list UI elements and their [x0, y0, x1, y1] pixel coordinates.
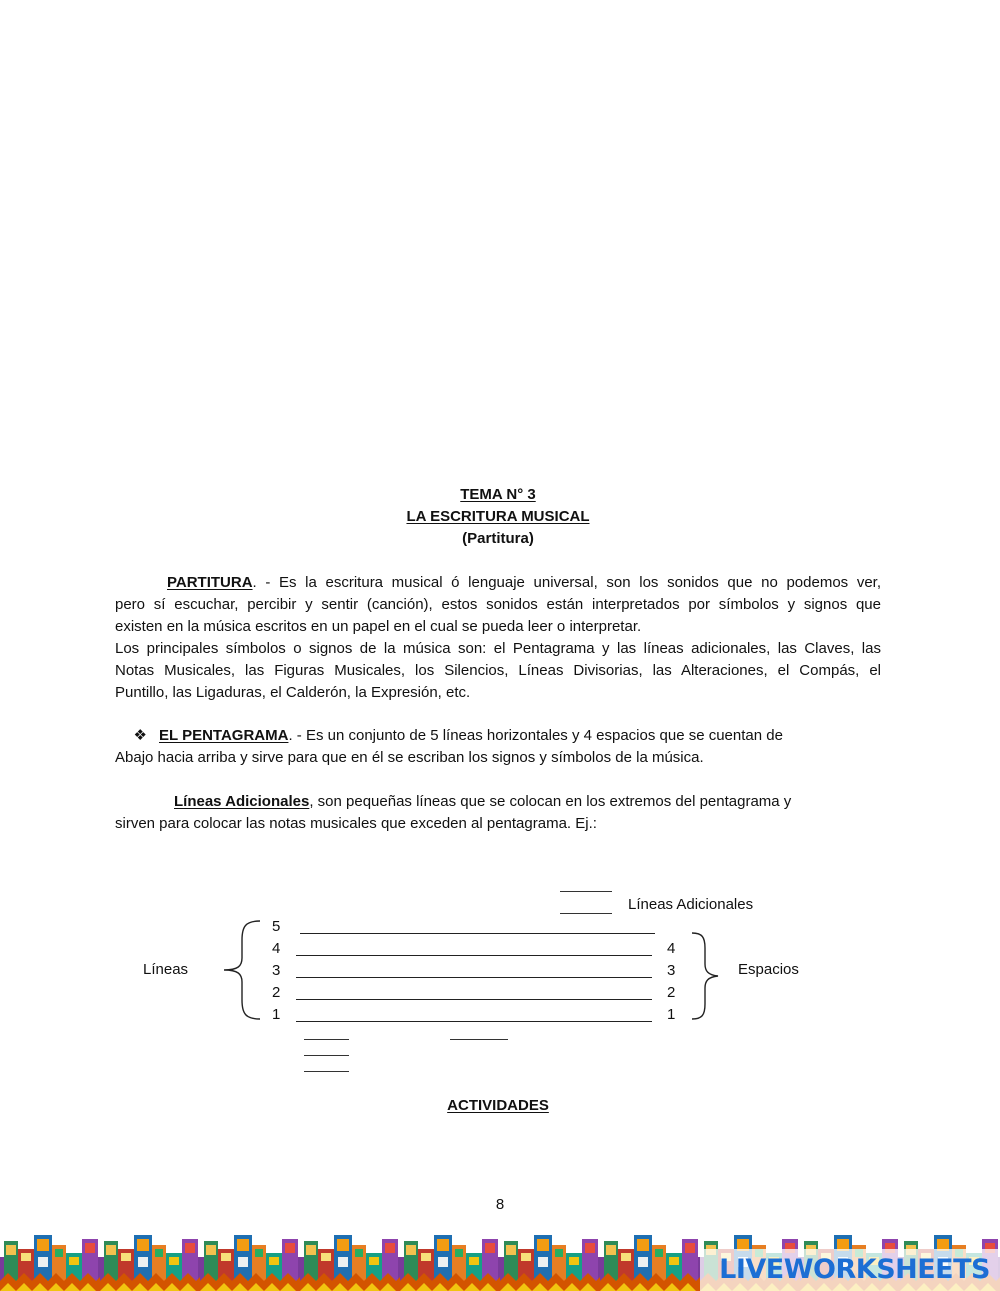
space-number-3: 3 — [667, 962, 676, 979]
space-number-2: 2 — [667, 984, 676, 1001]
partitura-paragraph — [115, 572, 881, 704]
line-number-1: 1 — [272, 1006, 281, 1023]
ledger-line-upper-1 — [560, 891, 612, 892]
partitura-text-1: . - Es la escritura musical ó lenguaje universal, son los sonidos que no podemos ver, — [252, 574, 881, 591]
pentagrama-term: EL PENTAGRAMA — [159, 727, 289, 744]
pentagrama-text-1: . - Es un conjunto de 5 líneas horizontales y 4 espacios que se cuentan de — [288, 727, 783, 744]
partitura-text-6: Puntillo, las Ligaduras, el Calderón, la Expresión, etc. — [115, 684, 471, 701]
liveworksheets-logo: LIVEWORKSHEETS — [719, 1254, 990, 1285]
adicionales-label: Líneas Adicionales — [628, 896, 754, 913]
staff-line-3 — [296, 977, 652, 978]
staff-line-5 — [300, 933, 655, 934]
line-number-4: 4 — [272, 940, 281, 957]
partitura-text-3: existen en la música escritos en un papel en el cual se pueda leer o interpretar. — [115, 618, 642, 635]
space-number-4: 4 — [667, 940, 676, 957]
staff-line-2 — [296, 999, 652, 1000]
ledger-line-lower-1 — [304, 1039, 349, 1040]
ledger-line-lower-middle — [450, 1039, 508, 1040]
bullet-icon: ❖ — [133, 727, 147, 744]
adicionales-text-2: sirven para colocar las notas musicales que exceden al pentagrama. Ej.: — [115, 815, 597, 832]
ledger-line-lower-3 — [304, 1071, 349, 1072]
ledger-line-lower-2 — [304, 1055, 349, 1056]
adicionales-term: Líneas Adicionales — [174, 793, 310, 810]
partitura-text-5: Notas Musicales, las Figuras Musicales, los Silencios, Líneas Divisorias, las Alteraciones, el Compás, el — [115, 662, 881, 679]
staff-line-4 — [296, 955, 652, 956]
partitura-text-4: Los principales símbolos o signos de la música son: el Pentagrama y las líneas adicionales, las Claves, las — [115, 640, 881, 657]
partitura-term: PARTITURA — [167, 574, 253, 591]
staff-line-1 — [296, 1021, 652, 1022]
activities-heading: ACTIVIDADES — [447, 1097, 549, 1114]
adicionales-paragraph — [115, 791, 881, 835]
right-brace-icon — [688, 930, 722, 1022]
page-subtitle: (Partitura) — [462, 530, 534, 547]
space-number-1: 1 — [667, 1006, 676, 1023]
left-brace-icon — [220, 918, 264, 1022]
line-number-2: 2 — [272, 984, 281, 1001]
topic-number: TEMA N° 3 — [460, 486, 536, 503]
pentagrama-text-2: Abajo hacia arriba y sirve para que en él se escriban los signos y símbolos de la música. — [115, 749, 704, 766]
line-number-5: 5 — [272, 918, 281, 935]
adicionales-text-1: , son pequeñas líneas que se colocan en los extremos del pentagrama y — [309, 793, 792, 810]
page-title: LA ESCRITURA MUSICAL — [406, 508, 590, 525]
espacios-label: Espacios — [738, 961, 799, 978]
partitura-text-2: pero sí escuchar, percibir y sentir (canción), estos sonidos están interpretados por símbolos y signos que — [115, 596, 881, 613]
line-number-3: 3 — [272, 962, 281, 979]
lineas-label: Líneas — [143, 961, 189, 978]
pentagrama-paragraph — [115, 725, 881, 769]
ledger-line-upper-2 — [560, 913, 612, 914]
page-number: 8 — [495, 1196, 505, 1213]
